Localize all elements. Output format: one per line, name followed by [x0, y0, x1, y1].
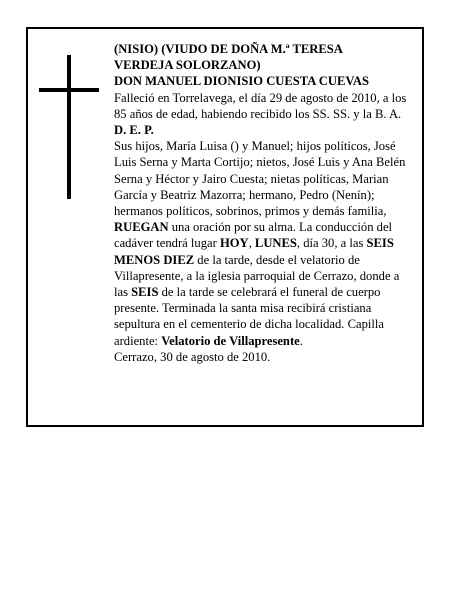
ruegan-word: RUEGAN	[114, 220, 169, 235]
death-paragraph: Falleció en Torrelavega, el día 29 de agosto de 2010, a los 85 años de edad, habiendo recibido los SS. SS. y la B. A.	[114, 90, 407, 121]
obituary-text	[114, 41, 416, 365]
heading-line-2: VERDEJA SOLORZANO)	[114, 58, 261, 73]
funeral-time: SEIS	[131, 285, 159, 300]
closing-line: Cerrazo, 30 de agosto de 2010.	[114, 349, 271, 364]
obituary-notice	[26, 27, 424, 427]
lunes-word: LUNES	[254, 236, 297, 251]
dep-line: D. E. P.	[114, 123, 154, 138]
hoy-word: HOY	[219, 236, 249, 251]
chapel-name: Velatorio de Villapresente	[161, 333, 300, 348]
family-paragraph: Sus hijos, María Luisa () y Manuel; hijos políticos, José Luis Serna y Marta Cortijo; nietos, José Luis y Ana Belén Serna y Héctor y Jairo Cuesta; nietas políticas, Marian García y Beatriz Mazorra; hermano, Pedro (Nenín); hermanos políticos, sobrinos, primos y demás familia,	[114, 139, 406, 219]
cross-icon	[39, 55, 99, 199]
ruegan-paragraph: RUEGAN una oración por su alma. La conducción del cadáver tendrá lugar HOY, LUNES, día 30, a las SEIS MENOS DIEZ de la tarde, desde el velatorio de Villapresente, a la iglesia parroquial de Cerrazo, donde a las SEIS de la tarde se celebrará el funeral de cuerpo presente. Terminada la santa misa recibirá cristiana sepultura en el cementerio de dicha localidad. Capilla ardiente: Velatorio de Villapresente.	[114, 220, 400, 348]
deceased-name: DON MANUEL DIONISIO CUESTA CUEVAS	[114, 74, 369, 89]
time-text: SEIS MENOS DIEZ	[114, 236, 394, 267]
heading-line-1: (NISIO) (VIUDO DE DOÑA M.ª TERESA	[114, 42, 343, 56]
